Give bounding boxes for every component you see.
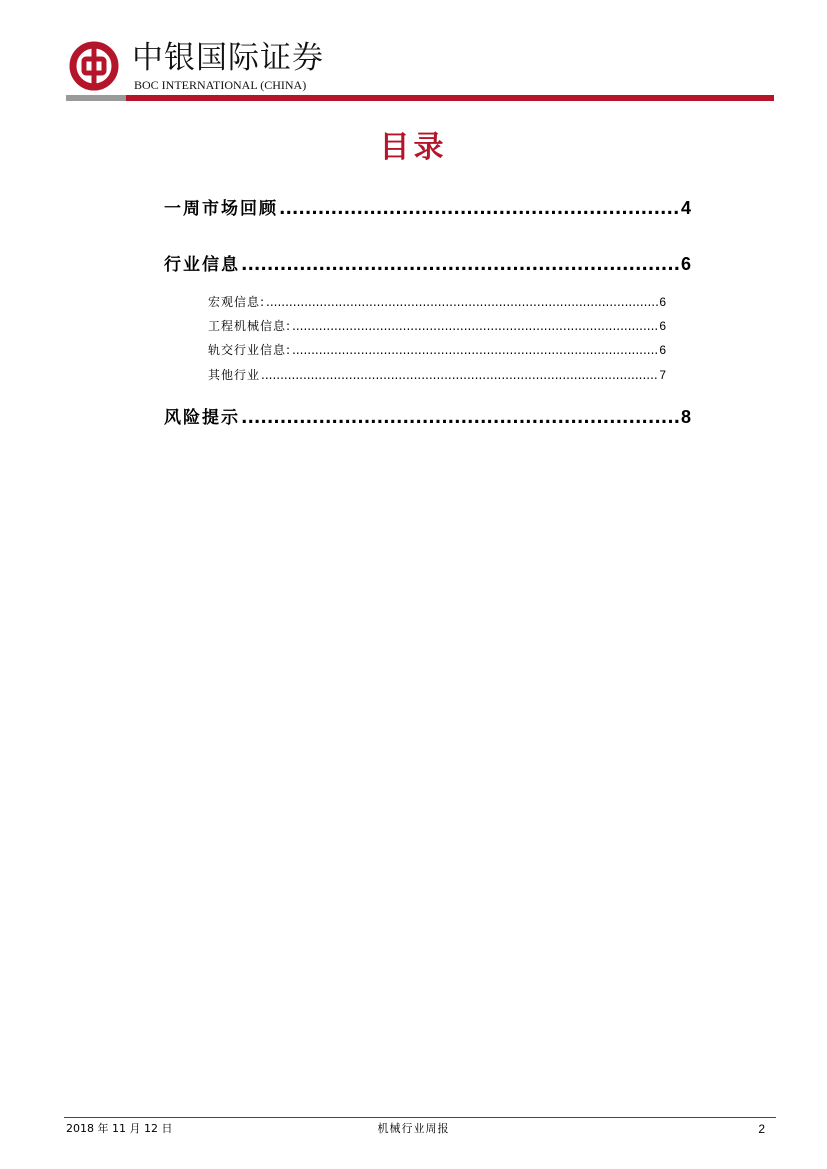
toc-entry-page: 6 xyxy=(659,343,666,357)
toc-entry-title: 工程机械信息: xyxy=(208,319,292,333)
toc-subentry-rail-transit[interactable] xyxy=(208,341,666,359)
toc-leader-dots xyxy=(241,406,680,430)
toc-subentry-macro[interactable] xyxy=(208,293,666,311)
footer-page-number: 2 xyxy=(758,1122,765,1136)
toc-subentry-other-industries[interactable] xyxy=(208,366,666,384)
toc-entry-page: 6 xyxy=(680,254,691,274)
toc-title: 目录 xyxy=(379,130,448,165)
toc-entry-title: 风险提示 xyxy=(164,408,240,428)
toc-entry-title: 宏观信息: xyxy=(208,295,266,309)
toc-leader-dots xyxy=(279,197,680,221)
header-bar-grey xyxy=(66,95,126,101)
toc-entry-market-review[interactable] xyxy=(164,196,691,220)
footer-divider xyxy=(64,1117,776,1118)
header-bar-red xyxy=(126,95,774,101)
toc-leader-dots xyxy=(292,317,658,335)
toc-entry-title: 轨交行业信息: xyxy=(208,343,292,357)
toc-entry-page: 4 xyxy=(680,198,691,218)
toc-subentry-construction-machinery[interactable] xyxy=(208,317,666,335)
toc-entry-page: 7 xyxy=(659,368,666,382)
toc-entry-page: 6 xyxy=(659,295,666,309)
toc-entry-title: 一周市场回顾 xyxy=(164,199,278,219)
footer-report-title: 机械行业周报 xyxy=(377,1122,450,1135)
toc-entry-page: 6 xyxy=(659,319,666,333)
toc-entry-industry-info[interactable] xyxy=(164,252,691,276)
toc-entry-risk-warning[interactable] xyxy=(164,405,691,429)
brand-name-en: BOC INTERNATIONAL (CHINA) xyxy=(134,78,307,92)
brand-name-cn: 中银国际证券 xyxy=(132,40,324,76)
footer-date: 2018 年 11 月 12 日 xyxy=(66,1122,173,1135)
boc-logo-icon xyxy=(68,40,120,92)
toc-leader-dots xyxy=(266,293,658,311)
toc-leader-dots xyxy=(292,341,658,359)
toc-entry-title: 其他行业 xyxy=(208,368,261,382)
toc-leader-dots xyxy=(241,253,680,277)
toc-leader-dots xyxy=(261,366,658,384)
toc-entry-title: 行业信息 xyxy=(164,255,240,275)
toc-entry-page: 8 xyxy=(680,407,691,427)
